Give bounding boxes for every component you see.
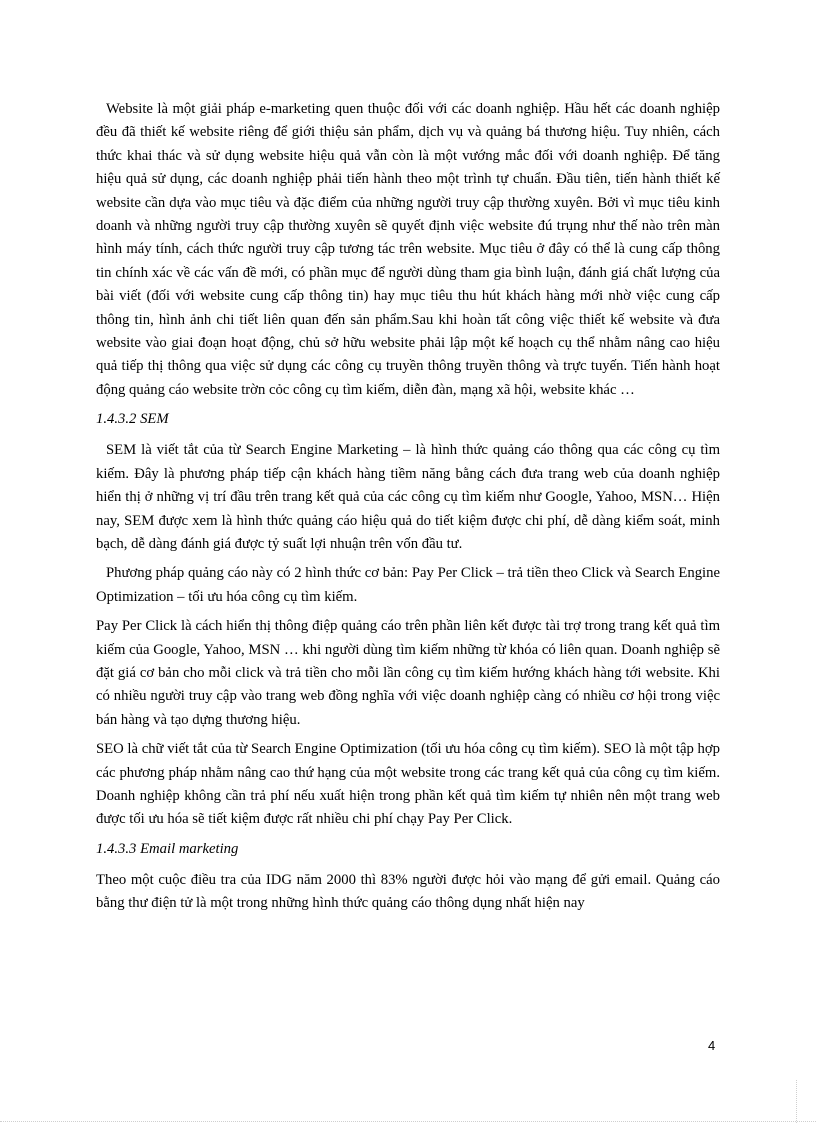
paragraph-sem-definition: SEM là viết tắt của từ Search Engine Marketing – là hình thức quảng cáo thông qua các công cụ tìm kiếm. Đây là phương pháp tiếp cận khách hàng tiềm năng bằng cách đưa trang web của doanh nghiệp hiển thị ở những vị trí đầu trên trang kết quả của các công cụ tìm kiếm như Google, Yahoo, MSN… Hiện nay, SEM được xem là hình thức quảng cáo hiệu quả do tiết kiệm được chi phí, dễ dàng kiểm soát, minh bạch, dễ dàng đánh giá được tỷ suất lợi nhuận trên vốn đầu tư. — [96, 442, 720, 552]
page-bottom-border — [0, 1121, 816, 1122]
paragraph-pay-per-click: Pay Per Click là cách hiển thị thông điệp quảng cáo trên phần liên kết được tài trợ trong trang kết quả tìm kiếm của Google, Yahoo, MSN … khi người dùng tìm kiếm những từ khóa có liên quan. Doanh nghiệp sẽ đặt giá cơ bản cho mỗi click và trả tiền cho mỗi lần công cụ tìm kiếm hướng khách hàng tới website. Khi có nhiều người truy cập vào trang web đồng nghĩa với việc doanh nghiệp càng có nhiều cơ hội trong việc bán hàng và tạo dựng thương hiệu. — [96, 618, 720, 728]
paragraph-email-marketing: Theo một cuộc điều tra của IDG năm 2000 thì 83% người được hỏi vào mạng để gửi email. Quảng cáo bằng thư điện tử là một trong những hình thức quảng cáo thông dụng nhất hiện nay — [96, 871, 720, 912]
section-heading-email-marketing: 1.4.3.3 Email marketing — [96, 840, 239, 857]
paragraph-sem-methods: Phương pháp quảng cáo này có 2 hình thức cơ bản: Pay Per Click – trả tiền theo Click và Search Engine Optimization – tối ưu hóa công cụ tìm kiếm. — [96, 565, 720, 605]
page-number: 4 — [708, 1038, 716, 1053]
paragraph-seo: SEO là chữ viết tắt của từ Search Engine Optimization (tối ưu hóa công cụ tìm kiếm). SEO là một tập hợp các phương pháp nhằm nâng cao thứ hạng của một website trong các trang kết quả của công cụ tìm kiếm. Doanh nghiệp không cần trả phí nếu xuất hiện trong phần kết quả tìm kiếm tự nhiên nên một trang web được tối ưu hóa sẽ tiết kiệm được rất nhiều chi phí chạy Pay Per Click. — [96, 741, 720, 828]
page-content — [96, 98, 720, 922]
intro-paragraph-website: Website là một giải pháp e-marketing quen thuộc đối với các doanh nghiệp. Hầu hết các doanh nghiệp đều đã thiết kế website riêng để giới thiệu sản phẩm, dịch vụ và quảng bá thương hiệu. Tuy nhiên, cách thức khai thác và sử dụng website hiệu quả vẫn còn là một vướng mắc đối với doanh nghiệp. Để tăng hiệu quả sử dụng, các doanh nghiệp phải tiến hành theo một trình tự chuẩn. Đầu tiên, tiến hành thiết kế website cần dựa vào mục tiêu và đặc điểm của những người truy cập thường xuyên. Bởi vì mục tiêu kinh doanh và những người truy cập thường xuyên sẽ quyết định việc website đú trụng như thế nào trên màn hình máy tính, cách thức người truy cập tương tác trên website. Mục tiêu ở đây có thể là cung cấp thông tin chính xác về các vấn đề mới, có phần mục để người dùng tham gia bình luận, đánh giá chất lượng của bài viết (đối với website cung cấp thông tin) hay mục tiêu thu hút khách hàng mới nhờ việc cung cấp thông tin, hình ảnh chi tiết liên quan đến sản phẩm.Sau khi hoàn tất công việc thiết kế website và đưa website vào giai đoạn hoạt động, chủ sở hữu website phải lập một kế hoạch cụ thể nhằm nâng cao hiệu quả tiếp thị thông qua việc sử dụng các công cụ truyền thông truyền thông và trực tuyến. Tiến hành hoạt động quảng cáo website trờn cỏc công cụ tìm kiếm, diễn đàn, mạng xã hội, website khác … — [96, 101, 720, 398]
section-heading-sem: 1.4.3.2 SEM — [96, 411, 169, 428]
page-side-border — [796, 1080, 797, 1123]
